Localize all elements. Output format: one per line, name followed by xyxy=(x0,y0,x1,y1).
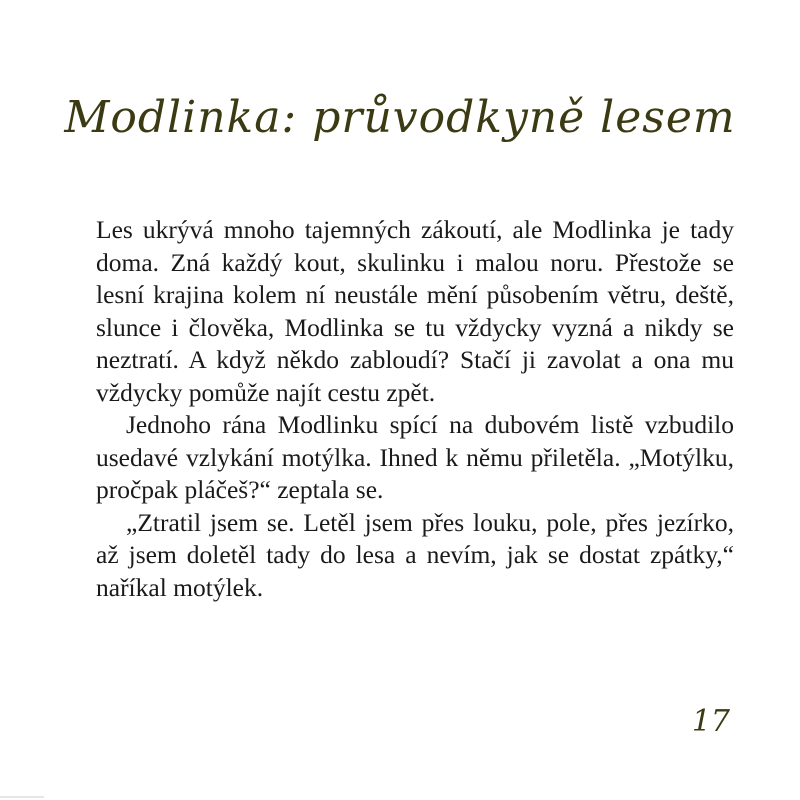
page-number: 17 xyxy=(691,704,730,739)
chapter-title: Modlinka: průvodkyně lesem xyxy=(64,92,736,143)
page-edge-mark xyxy=(0,796,44,798)
paragraph-3: „Ztratil jsem se. Letěl jsem přes louku, pole, přes jezírko, až jsem doletěl tady do lesa a nevím, jak se dostat zpátky,“ naříkal motýlek. xyxy=(96,507,734,602)
paragraph-1: Les ukrývá mnoho tajemných zákoutí, ale Modlinka je tady doma. Zná každý kout, skulinku i malou noru. Přestože se lesní krajina kolem ní neustále mění působením větru, deště, slunce i člověka, Modlinka se tu vždycky vyzná a nikdy se neztratí. A když někdo zabloudí? Stačí ji zavolat a ona mu vždycky pomůže najít cestu zpět. xyxy=(96,215,734,407)
paragraph-2: Jednoho rána Modlinku spící na dubovém listě vzbudilo usedavé vzlykání motýlka. Ihned k němu přiletěla. „Motýlku, pročpak pláčeš?“ zeptala se. xyxy=(96,410,734,504)
story-text xyxy=(96,214,734,604)
